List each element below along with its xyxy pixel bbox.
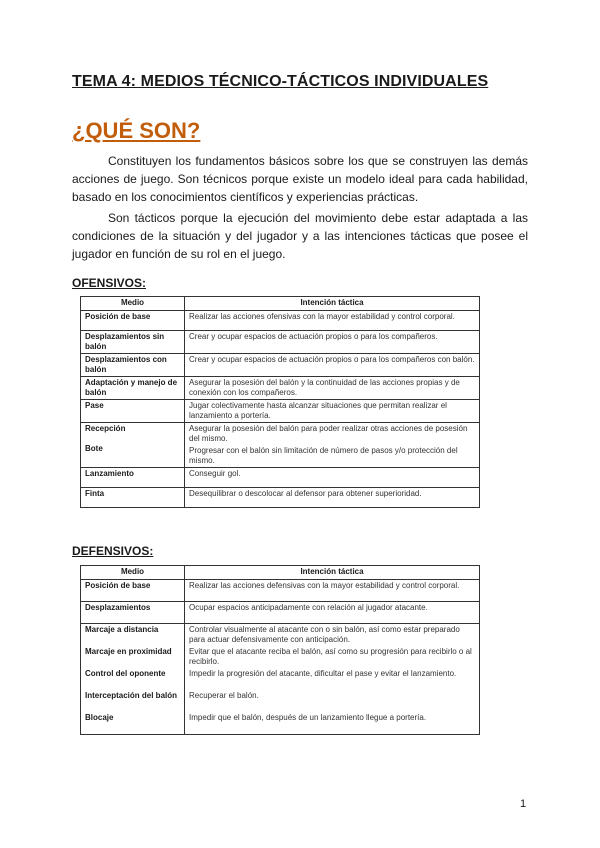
table-row	[81, 624, 480, 647]
column-header-intencion: Intención táctica	[185, 297, 480, 311]
column-header-intencion: Intención táctica	[185, 566, 480, 580]
medio-cell: Marcaje en proximidad	[81, 646, 185, 668]
medio-cell: Lanzamiento	[81, 468, 185, 488]
paragraph-tactical: Son tácticos porque la ejecución del movimiento debe estar adaptada a las condiciones de la situación y del jugador y a las intenciones tácticas que posee el jugador en función de su rol en el juego.	[72, 211, 528, 261]
intencion-cell: Ocupar espacios anticipadamente con relación al jugador atacante.	[185, 602, 480, 624]
table-row	[81, 468, 480, 488]
intencion-cell: Controlar visualmente al atacante con o sin balón, así como estar preparado para actuar defensivamente con anticipación.	[185, 624, 480, 647]
section-subtitle: ¿QUÉ SON?	[72, 118, 201, 143]
intencion-cell: Desequilibrar o descolocar al defensor para obtener superioridad.	[185, 488, 480, 508]
table-row	[81, 580, 480, 602]
intencion-cell: Crear y ocupar espacios de actuación propios o para los compañeros.	[185, 331, 480, 354]
defensive-heading: DEFENSIVOS:	[72, 544, 154, 558]
table-row	[81, 690, 480, 712]
paragraph-definition: Constituyen los fundamentos básicos sobre los que se construyen las demás acciones de juego. Son técnicos porque existe un modelo ideal para cada habilidad, basado en los conocimientos científicos y experiencias prácticas.	[72, 154, 528, 204]
medio-cell: Interceptación del balón	[81, 690, 185, 712]
intencion-cell: Evitar que el atacante reciba el balón, así como su progresión para recibirlo o al recibirlo.	[185, 646, 480, 668]
table-row	[81, 712, 480, 734]
intencion-cell	[185, 423, 480, 468]
medio-cell: Desplazamientos sin balón	[81, 331, 185, 354]
medio-cell: Marcaje a distancia	[81, 624, 185, 647]
document-title: TEMA 4: MEDIOS TÉCNICO-TÁCTICOS INDIVIDUALES	[72, 73, 489, 90]
table-row	[81, 400, 480, 423]
medio-recepcion: Recepción	[85, 424, 126, 433]
table-row	[81, 423, 480, 468]
defensive-table	[80, 565, 480, 735]
table-row	[81, 377, 480, 400]
cell-spacer	[85, 434, 180, 444]
intencion-cell: Impedir que el balón, después de un lanzamiento llegue a portería.	[185, 712, 480, 734]
medio-cell: Pase	[81, 400, 185, 423]
medio-cell: Posición de base	[81, 311, 185, 331]
table-header-row	[81, 566, 480, 580]
intencion-cell: Jugar colectivamente hasta alcanzar situaciones que permitan realizar el lanzamiento a portería.	[185, 400, 480, 423]
intencion-cell: Conseguir gol.	[185, 468, 480, 488]
medio-cell: Finta	[81, 488, 185, 508]
table-row	[81, 331, 480, 354]
medio-cell: Desplazamientos con balón	[81, 354, 185, 377]
column-header-medio: Medio	[81, 566, 185, 580]
table-row	[81, 488, 480, 508]
intencion-bote: Progresar con el balón sin limitación de número de pasos y/o protección del mismo.	[189, 446, 458, 465]
medio-cell: Control del oponente	[81, 668, 185, 690]
offensive-table	[80, 296, 480, 508]
intencion-cell: Impedir la progresión del atacante, dificultar el pase y evitar el lanzamiento.	[185, 668, 480, 690]
medio-cell: Posición de base	[81, 580, 185, 602]
offensive-heading: OFENSIVOS:	[72, 276, 147, 290]
medio-cell	[81, 423, 185, 468]
medio-bote: Bote	[85, 444, 103, 453]
intencion-cell: Crear y ocupar espacios de actuación propios o para los compañeros con balón.	[185, 354, 480, 377]
medio-cell: Blocaje	[81, 712, 185, 734]
intencion-cell: Realizar las acciones defensivas con la mayor estabilidad y control corporal.	[185, 580, 480, 602]
table-row	[81, 602, 480, 624]
table-row	[81, 646, 480, 668]
intencion-cell: Asegurar la posesión del balón y la continuidad de las acciones propias y de conexión con los compañeros.	[185, 377, 480, 400]
table-header-row	[81, 297, 480, 311]
table-row	[81, 668, 480, 690]
intencion-cell: Recuperar el balón.	[185, 690, 480, 712]
intencion-cell: Realizar las acciones ofensivas con la mayor estabilidad y control corporal.	[185, 311, 480, 331]
medio-cell: Adaptación y manejo de balón	[81, 377, 185, 400]
column-header-medio: Medio	[81, 297, 185, 311]
medio-cell: Desplazamientos	[81, 602, 185, 624]
table-row	[81, 354, 480, 377]
page-number: 1	[520, 798, 527, 810]
intencion-recepcion: Asegurar la posesión del balón para poder realizar otras acciones de posesión del mismo.	[189, 424, 468, 443]
table-row	[81, 311, 480, 331]
